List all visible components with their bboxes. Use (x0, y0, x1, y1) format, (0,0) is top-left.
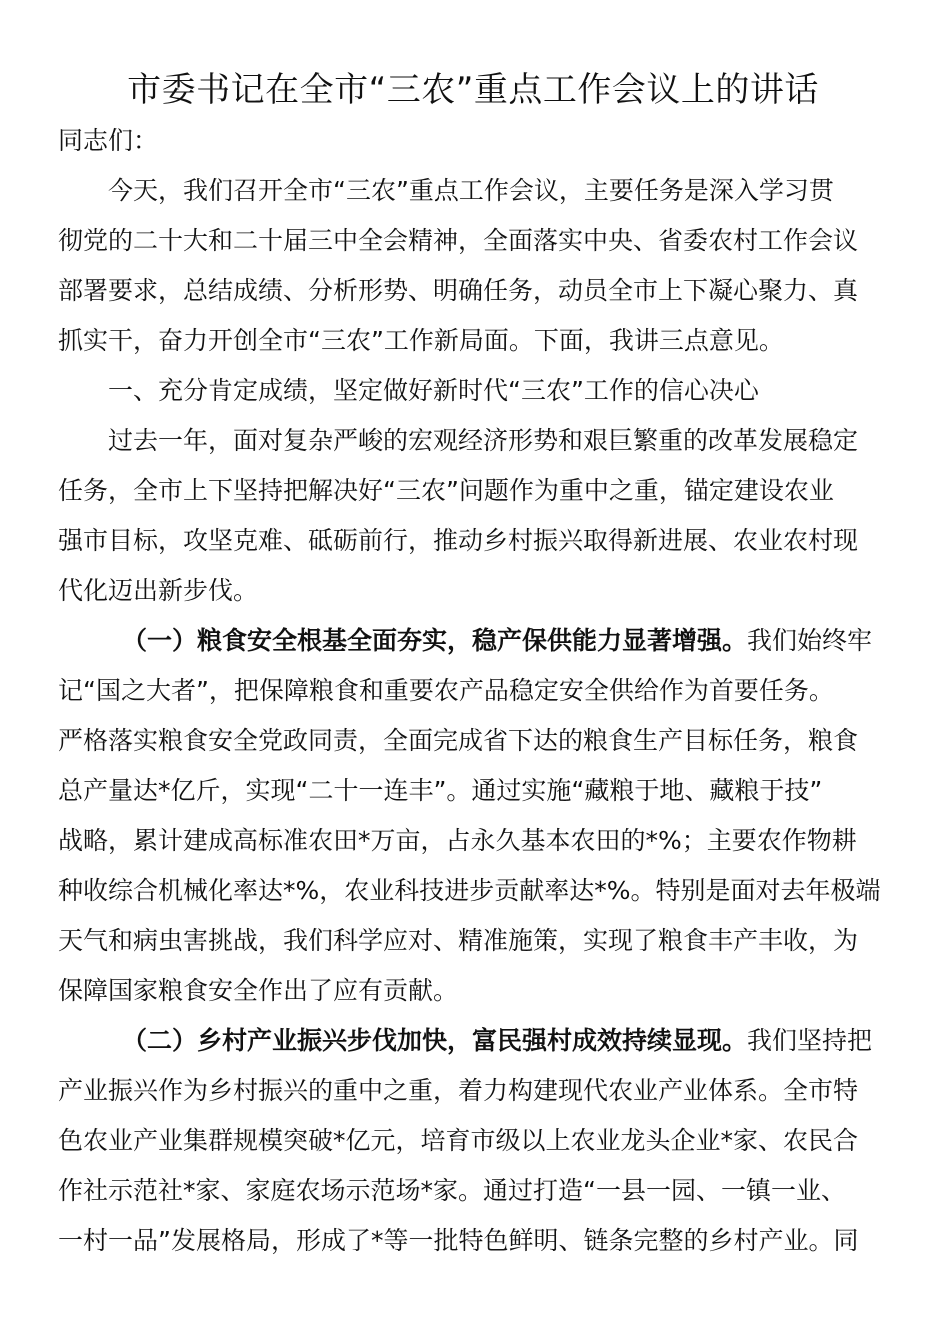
paragraph-line (58, 616, 888, 666)
paragraph-line: 强市目标，攻坚克难、砥砺前行，推动乡村振兴取得新进展、农业农村现 (58, 526, 859, 555)
paragraph-line: 任务，全市上下坚持把解决好“三农”问题作为重中之重，锚定建设农业 (58, 476, 834, 505)
point-heading: （二）乡村产业振兴步伐加快，富民强村成效持续显现。 (122, 1026, 748, 1055)
paragraph-line: 战略，累计建成高标准农田*万亩，占永久基本农田的*%；主要农作物耕 (58, 826, 857, 855)
paragraph-line: 抓实干，奋力开创全市“三农”工作新局面。下面，我讲三点意见。 (58, 326, 784, 355)
past-year-paragraph (58, 416, 888, 616)
section-heading: 一、充分肯定成绩，坚定做好新时代“三农”工作的信心决心 (108, 376, 759, 405)
point-heading: （一）粮食安全根基全面夯实，稳产保供能力显著增强。 (122, 626, 748, 655)
paragraph-line: 天气和病虫害挑战，我们科学应对、精准施策，实现了粮食丰产丰收，为 (58, 926, 859, 955)
paragraph-line: 产业振兴作为乡村振兴的重中之重，着力构建现代农业产业体系。全市特 (58, 1076, 859, 1105)
document-page (58, 62, 888, 1266)
point-1-paragraph (58, 616, 888, 1016)
salutation: 同志们： (58, 126, 159, 155)
paragraph-line: 部署要求，总结成绩、分析形势、明确任务，动员全市上下凝心聚力、真 (58, 276, 859, 305)
paragraph-line: 保障国家粮食安全作出了应有贡献。 (58, 976, 459, 1005)
paragraph-line: 今天，我们召开全市“三农”重点工作会议，主要任务是深入学习贯 (108, 176, 834, 205)
paragraph-line: 过去一年，面对复杂严峻的宏观经济形势和艰巨繁重的改革发展稳定 (108, 426, 859, 455)
paragraph-line: 种收综合机械化率达*%，农业科技进步贡献率达*%。特别是面对去年极端 (58, 876, 881, 905)
paragraph-line: 总产量达*亿斤，实现“二十一连丰”。通过实施“藏粮于地、藏粮于技” (58, 776, 823, 805)
paragraph-line: 彻党的二十大和二十届三中全会精神，全面落实中央、省委农村工作会议 (58, 226, 859, 255)
point-2-paragraph (58, 1016, 888, 1266)
paragraph-text: 我们始终牢 (747, 626, 873, 655)
intro-paragraph (58, 166, 888, 366)
paragraph-line: 记“国之大者”，把保障粮食和重要农产品稳定安全供给作为首要任务。 (58, 676, 834, 705)
paragraph-line: 作社示范社*家、家庭农场示范场*家。通过打造“一县一园、一镇一业、 (58, 1176, 846, 1205)
paragraph-text: 我们坚持把 (747, 1026, 873, 1055)
paragraph-line: 色农业产业集群规模突破*亿元，培育市级以上农业龙头企业*家、农民合 (58, 1126, 859, 1155)
paragraph-line: 严格落实粮食安全党政同责，全面完成省下达的粮食生产目标任务，粮食 (58, 726, 859, 755)
document-title: 市委书记在全市“三农”重点工作会议上的讲话 (127, 70, 819, 110)
paragraph-line: 代化迈出新步伐。 (58, 576, 259, 605)
paragraph-line (58, 1016, 888, 1066)
paragraph-line: 一村一品”发展格局，形成了*等一批特色鲜明、链条完整的乡村产业。同 (58, 1226, 859, 1255)
